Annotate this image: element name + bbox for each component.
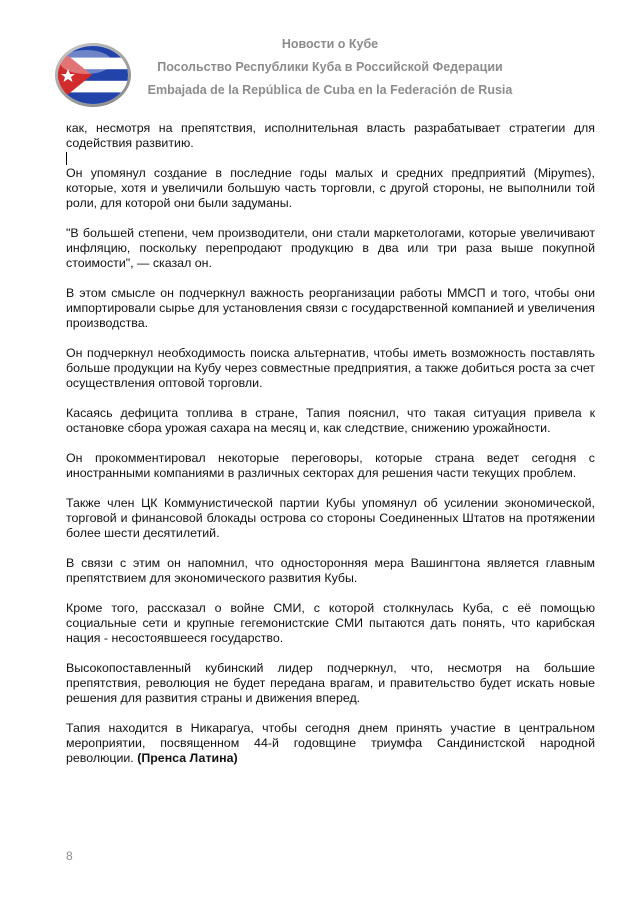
article-source: (Пренса Латина) bbox=[137, 751, 238, 765]
article-paragraph: Он упомянул создание в последние годы малых и средних предприятий (Mipymes), которые, хотя и увеличили большую часть торговли, с другой стороны, не выполнили той роли, для которой они были задуманы. bbox=[66, 166, 595, 210]
header-embassy-es: Embajada de la República de Cuba en la Federación de Rusia bbox=[147, 83, 513, 97]
text-cursor-line bbox=[66, 151, 595, 166]
article-paragraph: Он прокомментировал некоторые переговоры, которые страна ведет сегодня с иностранными компаниями в различных секторах для решения части текущих проблем. bbox=[66, 451, 595, 480]
cuba-flag-badge-icon bbox=[54, 42, 132, 108]
article-paragraph: Также член ЦК Коммунистической партии Кубы упомянул об усилении экономической, торговой и финансовой блокады острова со стороны Соединенных Штатов на протяжении более шести десятилетий. bbox=[66, 496, 595, 540]
document-header bbox=[130, 33, 530, 102]
article-last-paragraph bbox=[66, 721, 595, 766]
article-paragraph: В этом смысле он подчеркнул важность реорганизации работы ММСП и того, чтобы они импортировали сырье для установления связи с государственной компанией и увеличения производства. bbox=[66, 286, 595, 330]
page-number: 8 bbox=[66, 849, 73, 863]
article-paragraph: "В большей степени, чем производители, они стали маркетологами, которые увеличивают инфляцию, поскольку перепродают продукцию в два или три раза выше покупной стоимости", — сказал он. bbox=[66, 226, 595, 270]
header-title: Новости о Кубе bbox=[281, 37, 379, 51]
article-paragraph-text: Тапия находится в Никарагуа, чтобы сегодня днем принять участие в центральном мероприятии, посвященном 44-й годовщине триумфа Сандинистской народной революции. bbox=[66, 721, 595, 765]
article-paragraph: В связи с этим он напомнил, что односторонняя мера Вашингтона является главным препятствием для экономического развития Кубы. bbox=[66, 556, 595, 585]
header-embassy-ru: Посольство Республики Куба в Российской Федерации bbox=[157, 60, 503, 74]
article-paragraph: Он подчеркнул необходимость поиска альтернатив, чтобы иметь возможность поставлять больше продукции на Кубу через совместные предприятия, а также добиться роста за счет осуществления оптовой торговли. bbox=[66, 346, 595, 390]
text-caret bbox=[66, 152, 67, 165]
article-body bbox=[66, 121, 595, 781]
article-paragraph: Касаясь дефицита топлива в стране, Тапия пояснил, что такая ситуация привела к остановке сбора урожая сахара на месяц и, как следствие, снижению урожайности. bbox=[66, 406, 595, 435]
article-paragraph: как, несмотря на препятствия, исполнительная власть разрабатывает стратегии для содействия развитию. bbox=[66, 121, 595, 150]
article-paragraph: Высокопоставленный кубинский лидер подчеркнул, что, несмотря на большие препятствия, революция не будет передана врагам, и правительство будет искать новые решения для развития страны и движения вперед. bbox=[66, 661, 595, 705]
article-paragraph: Кроме того, рассказал о войне СМИ, с которой столкнулась Куба, с её помощью социальные сети и крупные гегемонистские СМИ пытаются дать понять, что карибская нация - несостоявшееся государство. bbox=[66, 601, 595, 645]
embassy-logo bbox=[54, 42, 132, 108]
